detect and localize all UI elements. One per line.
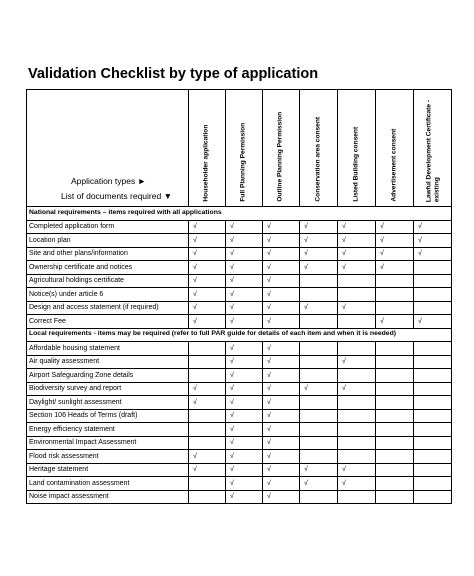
check-mark-cell: √ xyxy=(263,436,300,450)
check-mark-cell: √ xyxy=(376,234,414,248)
empty-check-cell xyxy=(414,450,452,464)
empty-check-cell xyxy=(376,463,414,477)
table-row xyxy=(27,409,452,423)
check-mark-cell: √ xyxy=(226,355,263,369)
header-row xyxy=(27,90,452,207)
check-mark-cell: √ xyxy=(226,436,263,450)
check-mark-cell: √ xyxy=(300,382,338,396)
empty-check-cell xyxy=(189,490,226,504)
check-mark-cell: √ xyxy=(226,301,263,315)
empty-check-cell xyxy=(300,490,338,504)
empty-check-cell xyxy=(189,423,226,437)
table-row xyxy=(27,355,452,369)
document-name-cell: Air quality assessment xyxy=(27,355,189,369)
check-mark-cell: √ xyxy=(263,396,300,410)
empty-check-cell xyxy=(376,436,414,450)
empty-check-cell xyxy=(300,369,338,383)
table-row xyxy=(27,382,452,396)
validation-checklist-table xyxy=(26,89,452,504)
empty-check-cell xyxy=(376,342,414,356)
check-mark-cell: √ xyxy=(263,274,300,288)
check-mark-cell: √ xyxy=(226,369,263,383)
table-row xyxy=(27,369,452,383)
check-mark-cell: √ xyxy=(226,463,263,477)
section-heading: Local requirements - items may be required (refer to full PAR guide for details of each item and when it is needed) xyxy=(27,328,452,342)
empty-check-cell xyxy=(189,369,226,383)
empty-check-cell xyxy=(376,274,414,288)
document-name-cell: Heritage statement xyxy=(27,463,189,477)
empty-check-cell xyxy=(414,463,452,477)
section-heading-row xyxy=(27,207,452,221)
table-row xyxy=(27,220,452,234)
check-mark-cell: √ xyxy=(226,450,263,464)
empty-check-cell xyxy=(414,274,452,288)
check-mark-cell: √ xyxy=(189,234,226,248)
empty-check-cell xyxy=(376,369,414,383)
check-mark-cell: √ xyxy=(376,220,414,234)
empty-check-cell xyxy=(414,355,452,369)
check-mark-cell: √ xyxy=(189,220,226,234)
empty-check-cell xyxy=(189,436,226,450)
empty-check-cell xyxy=(376,490,414,504)
check-mark-cell: √ xyxy=(263,355,300,369)
check-mark-cell: √ xyxy=(226,247,263,261)
check-mark-cell: √ xyxy=(226,423,263,437)
empty-check-cell xyxy=(376,355,414,369)
check-mark-cell: √ xyxy=(226,396,263,410)
empty-check-cell xyxy=(189,355,226,369)
check-mark-cell: √ xyxy=(263,315,300,329)
check-mark-cell: √ xyxy=(300,261,338,275)
table-row xyxy=(27,342,452,356)
document-name-cell: Affordable housing statement xyxy=(27,342,189,356)
table-row xyxy=(27,288,452,302)
document-name-cell: Energy efficiency statement xyxy=(27,423,189,437)
check-mark-cell: √ xyxy=(189,315,226,329)
empty-check-cell xyxy=(189,409,226,423)
header-corner-cell xyxy=(27,90,189,207)
empty-check-cell xyxy=(376,288,414,302)
empty-check-cell xyxy=(338,450,376,464)
empty-check-cell xyxy=(376,477,414,491)
check-mark-cell: √ xyxy=(300,301,338,315)
empty-check-cell xyxy=(338,288,376,302)
table-row xyxy=(27,234,452,248)
check-mark-cell: √ xyxy=(189,288,226,302)
empty-check-cell xyxy=(189,342,226,356)
document-name-cell: Flood risk assessment xyxy=(27,450,189,464)
empty-check-cell xyxy=(300,396,338,410)
table-row xyxy=(27,477,452,491)
check-mark-cell: √ xyxy=(263,342,300,356)
table-row xyxy=(27,463,452,477)
column-header-outline-planning: Outline Planning Permission xyxy=(263,90,300,207)
check-mark-cell: √ xyxy=(300,234,338,248)
check-mark-cell: √ xyxy=(263,463,300,477)
empty-check-cell xyxy=(414,369,452,383)
document-name-cell: Completed application form xyxy=(27,220,189,234)
empty-check-cell xyxy=(414,436,452,450)
empty-check-cell xyxy=(414,382,452,396)
document-name-cell: Daylight/ sunlight assessment xyxy=(27,396,189,410)
check-mark-cell: √ xyxy=(226,342,263,356)
table-row xyxy=(27,247,452,261)
check-mark-cell: √ xyxy=(226,382,263,396)
check-mark-cell: √ xyxy=(189,450,226,464)
check-mark-cell: √ xyxy=(226,261,263,275)
check-mark-cell: √ xyxy=(263,261,300,275)
check-mark-cell: √ xyxy=(189,382,226,396)
check-mark-cell: √ xyxy=(263,288,300,302)
empty-check-cell xyxy=(376,396,414,410)
empty-check-cell xyxy=(338,315,376,329)
empty-check-cell xyxy=(414,288,452,302)
check-mark-cell: √ xyxy=(376,247,414,261)
document-name-cell: Location plan xyxy=(27,234,189,248)
check-mark-cell: √ xyxy=(226,220,263,234)
page-title: Validation Checklist by type of application xyxy=(28,66,319,82)
empty-check-cell xyxy=(376,450,414,464)
check-mark-cell: √ xyxy=(300,477,338,491)
check-mark-cell: √ xyxy=(189,463,226,477)
empty-check-cell xyxy=(300,288,338,302)
empty-check-cell xyxy=(414,477,452,491)
empty-check-cell xyxy=(376,409,414,423)
empty-check-cell xyxy=(300,355,338,369)
column-header-householder: Householder application xyxy=(189,90,226,207)
column-header-conservation-area: Conservation area consent xyxy=(300,90,338,207)
empty-check-cell xyxy=(300,315,338,329)
table-row xyxy=(27,261,452,275)
check-mark-cell: √ xyxy=(338,220,376,234)
empty-check-cell xyxy=(338,409,376,423)
check-mark-cell: √ xyxy=(189,301,226,315)
empty-check-cell xyxy=(300,409,338,423)
section-heading-row xyxy=(27,328,452,342)
check-mark-cell: √ xyxy=(263,450,300,464)
check-mark-cell: √ xyxy=(189,247,226,261)
document-name-cell: Site and other plans/information xyxy=(27,247,189,261)
check-mark-cell: √ xyxy=(263,477,300,491)
check-mark-cell: √ xyxy=(376,315,414,329)
empty-check-cell xyxy=(376,423,414,437)
document-name-cell: Land contamination assessment xyxy=(27,477,189,491)
check-mark-cell: √ xyxy=(263,382,300,396)
empty-check-cell xyxy=(300,423,338,437)
check-mark-cell: √ xyxy=(414,234,452,248)
check-mark-cell: √ xyxy=(263,423,300,437)
check-mark-cell: √ xyxy=(263,409,300,423)
check-mark-cell: √ xyxy=(338,301,376,315)
empty-check-cell xyxy=(414,490,452,504)
section-heading: National requirements – items required with all applications xyxy=(27,207,452,221)
check-mark-cell: √ xyxy=(263,301,300,315)
table-row xyxy=(27,315,452,329)
application-types-label: Application types ► xyxy=(70,175,146,186)
document-name-cell: Airport Safeguarding Zone details xyxy=(27,369,189,383)
check-mark-cell: √ xyxy=(414,247,452,261)
check-mark-cell: √ xyxy=(263,490,300,504)
document-name-cell: Biodiversity survey and report xyxy=(27,382,189,396)
check-mark-cell: √ xyxy=(226,274,263,288)
check-mark-cell: √ xyxy=(300,220,338,234)
document-name-cell: Ownership certificate and notices xyxy=(27,261,189,275)
check-mark-cell: √ xyxy=(263,234,300,248)
empty-check-cell xyxy=(414,409,452,423)
check-mark-cell: √ xyxy=(338,463,376,477)
column-header-lawful-development: Lawful Development Certificate - existing xyxy=(414,90,452,207)
empty-check-cell xyxy=(338,490,376,504)
check-mark-cell: √ xyxy=(338,261,376,275)
empty-check-cell xyxy=(414,301,452,315)
document-name-cell: Section 106 Heads of Terms (draft) xyxy=(27,409,189,423)
empty-check-cell xyxy=(300,274,338,288)
check-mark-cell: √ xyxy=(189,261,226,275)
empty-check-cell xyxy=(414,423,452,437)
empty-check-cell xyxy=(414,261,452,275)
empty-check-cell xyxy=(414,396,452,410)
check-mark-cell: √ xyxy=(376,261,414,275)
empty-check-cell xyxy=(338,274,376,288)
table-row xyxy=(27,450,452,464)
table-row xyxy=(27,436,452,450)
empty-check-cell xyxy=(376,301,414,315)
table-row xyxy=(27,396,452,410)
check-mark-cell: √ xyxy=(300,463,338,477)
document-name-cell: Notice(s) under article 6 xyxy=(27,288,189,302)
table-row xyxy=(27,274,452,288)
document-name-cell: Noise impact assessment xyxy=(27,490,189,504)
document-name-cell: Design and access statement (if required) xyxy=(27,301,189,315)
table-row xyxy=(27,301,452,315)
check-mark-cell: √ xyxy=(226,490,263,504)
empty-check-cell xyxy=(189,477,226,491)
check-mark-cell: √ xyxy=(226,234,263,248)
check-mark-cell: √ xyxy=(226,409,263,423)
check-mark-cell: √ xyxy=(414,315,452,329)
empty-check-cell xyxy=(376,382,414,396)
document-name-cell: Correct Fee xyxy=(27,315,189,329)
empty-check-cell xyxy=(338,436,376,450)
check-mark-cell: √ xyxy=(414,220,452,234)
table-body xyxy=(27,90,452,504)
check-mark-cell: √ xyxy=(338,234,376,248)
document-name-cell: Agricultural holdings certificate xyxy=(27,274,189,288)
check-mark-cell: √ xyxy=(338,382,376,396)
check-mark-cell: √ xyxy=(338,247,376,261)
empty-check-cell xyxy=(338,342,376,356)
empty-check-cell xyxy=(300,450,338,464)
check-mark-cell: √ xyxy=(263,369,300,383)
check-mark-cell: √ xyxy=(263,247,300,261)
empty-check-cell xyxy=(414,342,452,356)
check-mark-cell: √ xyxy=(338,477,376,491)
document-name-cell: Environmental Impact Assessment xyxy=(27,436,189,450)
table-row xyxy=(27,423,452,437)
empty-check-cell xyxy=(338,423,376,437)
check-mark-cell: √ xyxy=(189,274,226,288)
table-row xyxy=(27,490,452,504)
column-header-advertisement: Advertisement consent xyxy=(376,90,414,207)
column-header-full-planning: Full Planning Permission xyxy=(226,90,263,207)
check-mark-cell: √ xyxy=(263,220,300,234)
check-mark-cell: √ xyxy=(226,315,263,329)
check-mark-cell: √ xyxy=(226,288,263,302)
empty-check-cell xyxy=(338,369,376,383)
empty-check-cell xyxy=(338,396,376,410)
check-mark-cell: √ xyxy=(189,396,226,410)
check-mark-cell: √ xyxy=(300,247,338,261)
empty-check-cell xyxy=(300,342,338,356)
empty-check-cell xyxy=(300,436,338,450)
documents-required-label: List of documents required ▼ xyxy=(61,190,172,201)
check-mark-cell: √ xyxy=(226,477,263,491)
check-mark-cell: √ xyxy=(338,355,376,369)
column-header-listed-building: Listed Building consent xyxy=(338,90,376,207)
